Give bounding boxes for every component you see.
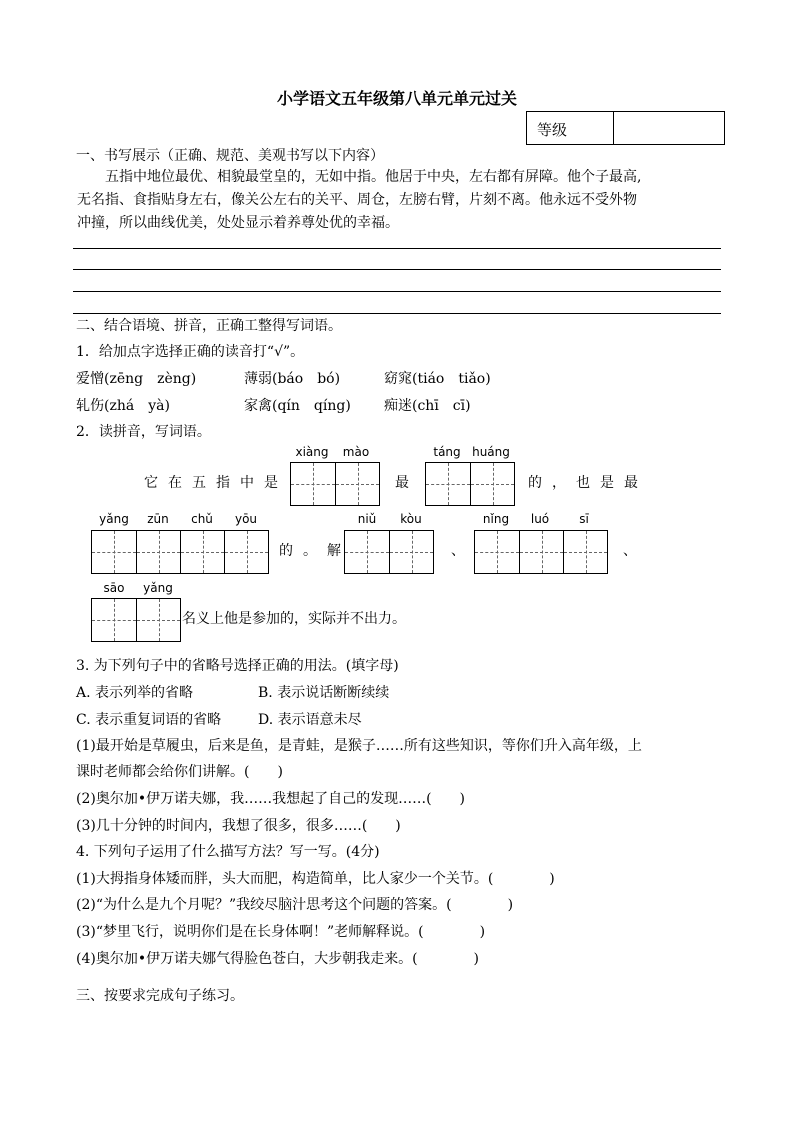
q1-item[interactable]: 窈窕(tiáo tiǎo): [384, 371, 491, 387]
pinyin: huáng: [472, 445, 510, 459]
passage-line-1: 五指中地位最优、相貌最堂皇的，无如中指。他居于中央，左右都有屏障。他个子最高,: [105, 169, 642, 185]
passage-line-3: 冲撞，所以曲线优美，处处显示着养尊处优的幸福。: [77, 215, 399, 231]
section1-passage: [77, 166, 727, 235]
q4-sentence-2[interactable]: (2)“为什么是九个月呢？”我绞尽脑汁思考这个问题的答案。( ): [76, 897, 514, 913]
q2-text: 的，也是最: [528, 475, 648, 491]
q3-option-c: C. 表示重复词语的省略: [76, 712, 222, 728]
writing-line[interactable]: [73, 313, 721, 314]
tianzige-cell[interactable]: [475, 531, 519, 573]
q1-item[interactable]: 家禽(qín qíng): [244, 398, 351, 414]
q3-option-b: B. 表示说话断断续续: [258, 685, 390, 701]
q1-item[interactable]: 轧伤(zhá yà): [76, 398, 170, 414]
tianzige-cell[interactable]: [389, 531, 433, 573]
q3-sentence-2[interactable]: (2)奥尔加•伊万诺夫娜，我……我想起了自己的发现……( ): [76, 791, 466, 807]
q3-heading: 3. 为下列句子中的省略号选择正确的用法。(填字母): [76, 658, 399, 674]
q1-item[interactable]: 薄弱(báo bó): [244, 371, 341, 387]
q3-sentence-1-cont[interactable]: 课时老师都会给你们讲解。( ): [76, 764, 283, 780]
tianzige-cell[interactable]: [345, 531, 389, 573]
pinyin: niǔ: [357, 512, 377, 526]
grade-divider: [613, 112, 614, 144]
q2-text: 名义上他是参加的，实际并不出力。: [182, 611, 406, 627]
pinyin: sī: [579, 512, 589, 526]
pinyin: zūn: [147, 512, 169, 526]
tianzige-box[interactable]: [425, 462, 515, 506]
tianzige-cell[interactable]: [519, 531, 563, 573]
writing-line[interactable]: [73, 269, 721, 270]
q2-text: 最: [395, 475, 409, 491]
q3-sentence-3[interactable]: (3)几十分钟的时间内，我想了很多，很多……( ): [76, 818, 401, 834]
page-title: 小学语文五年级第八单元单元过关: [276, 89, 517, 108]
tianzige-cell[interactable]: [563, 531, 607, 573]
tianzige-cell[interactable]: [136, 599, 180, 641]
grade-label: 等级: [537, 121, 568, 139]
tianzige-cell[interactable]: [224, 531, 268, 573]
tianzige-cell[interactable]: [92, 531, 136, 573]
q3-option-a: A. 表示列举的省略: [76, 685, 194, 701]
section3-heading: 三、按要求完成句子练习。: [76, 988, 244, 1004]
section1-heading: 一、书写展示（正确、规范、美观书写以下内容）: [76, 148, 384, 164]
q3-option-d: D. 表示语意未尽: [258, 712, 362, 728]
q4-heading: 4. 下列句子运用了什么描写方法？写一写。(4分): [76, 844, 380, 860]
tianzige-cell[interactable]: [291, 463, 335, 505]
q2-heading: 2．读拼音，写词语。: [76, 424, 211, 440]
passage-line-2: 无名指、食指贴身左右，像关公左右的关平、周仓，左膀右臂，片刻不离。他永远不受外物: [77, 192, 637, 208]
q4-sentence-4[interactable]: (4)奥尔加•伊万诺夫娜气得脸色苍白，大步朝我走来。( ): [76, 951, 480, 967]
pinyin: yǎng: [143, 581, 173, 595]
tianzige-box[interactable]: [344, 530, 434, 574]
q4-sentence-3[interactable]: (3)“梦里飞行，说明你们是在长身体啊！”老师解释说。( ): [76, 924, 486, 940]
grade-box: [526, 111, 725, 145]
pinyin: chǔ: [191, 512, 213, 526]
pinyin: luó: [530, 512, 550, 526]
tianzige-cell[interactable]: [335, 463, 379, 505]
tianzige-cell[interactable]: [470, 463, 514, 505]
q1-item[interactable]: 爱憎(zēng zèng): [76, 371, 197, 387]
tianzige-cell[interactable]: [136, 531, 180, 573]
q1-heading: 1．给加点字选择正确的读音打“√”。: [76, 344, 305, 360]
tianzige-box[interactable]: [91, 598, 181, 642]
pinyin: xiàng: [295, 445, 329, 459]
writing-line[interactable]: [73, 291, 721, 292]
pinyin: kòu: [400, 512, 422, 526]
pinyin: yǎng: [99, 512, 129, 526]
tianzige-cell[interactable]: [180, 531, 224, 573]
tianzige-cell[interactable]: [92, 599, 136, 641]
tianzige-box[interactable]: [91, 530, 269, 574]
pinyin: nǐng: [482, 512, 510, 526]
writing-line[interactable]: [73, 248, 721, 249]
section2-heading: 二、结合语境、拼音，正确工整得写词语。: [76, 318, 342, 334]
pinyin: yōu: [234, 512, 258, 526]
pinyin: sāo: [103, 581, 125, 595]
q4-sentence-1[interactable]: (1)大拇指身体矮而胖，头大而肥，构造简单，比人家少一个关节。( ): [76, 871, 555, 887]
q2-text: 、: [623, 543, 637, 559]
q2-text: 它在五指中是: [144, 475, 288, 491]
q2-text: 的。解: [279, 543, 351, 559]
tianzige-box[interactable]: [474, 530, 608, 574]
pinyin: mào: [342, 445, 370, 459]
tianzige-box[interactable]: [290, 462, 380, 506]
q2-text: 、: [451, 543, 465, 559]
q1-item[interactable]: 痴迷(chī cī): [384, 398, 471, 414]
tianzige-cell[interactable]: [426, 463, 470, 505]
q3-sentence-1[interactable]: (1)最开始是草履虫，后来是鱼，是青蛙，是猴子……所有这些知识，等你们升入高年级，上: [76, 738, 642, 754]
pinyin: táng: [433, 445, 461, 459]
